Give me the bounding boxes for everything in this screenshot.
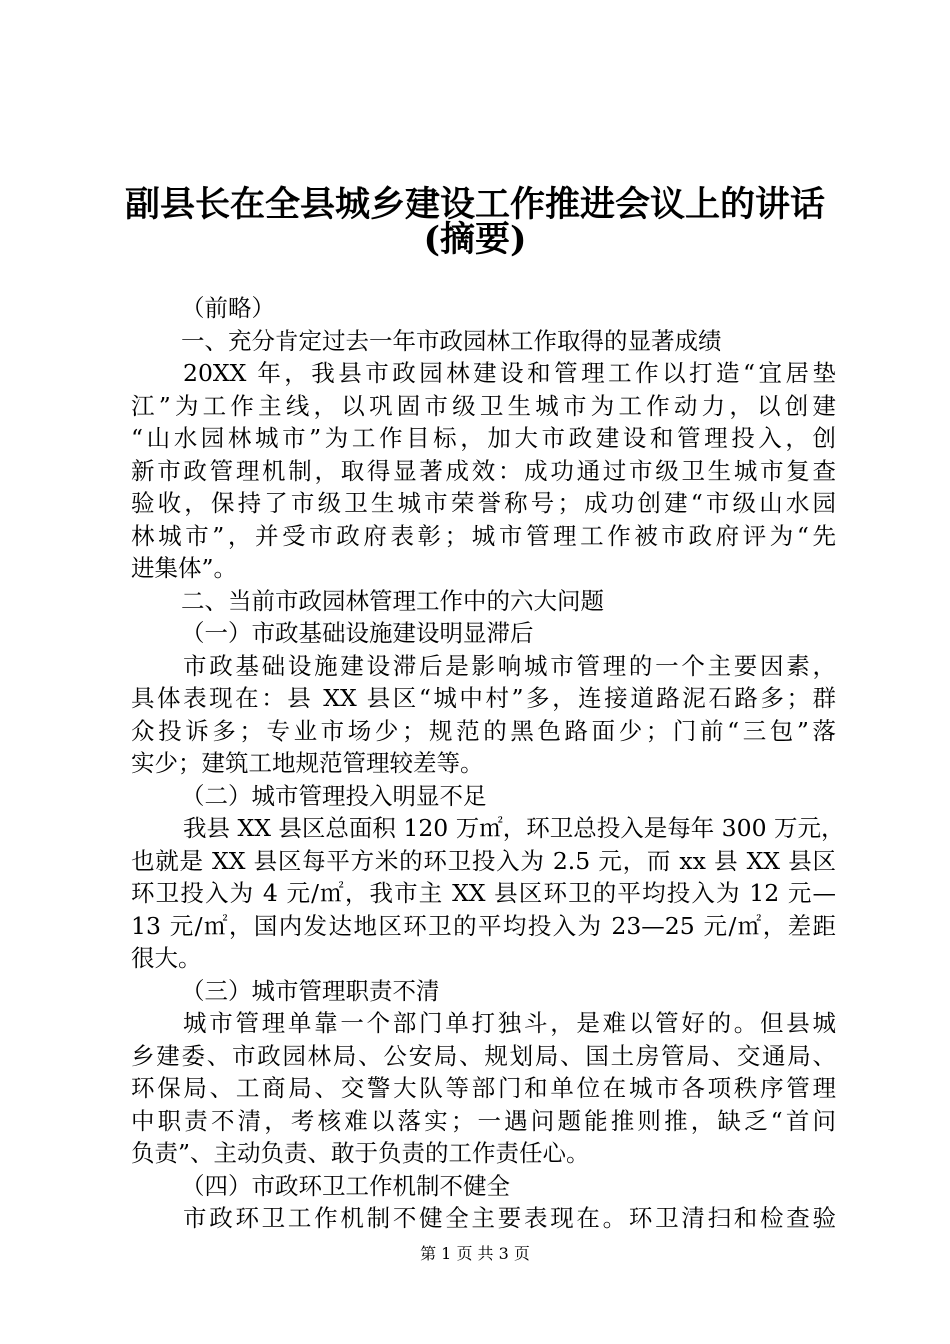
body-line: 验收，保持了市级卫生城市荣誉称号；成功创建“市级山水园 bbox=[131, 489, 836, 517]
body-line: 环保局、工商局、交警大队等部门和单位在城市各项秩序管理 bbox=[131, 1074, 836, 1102]
section-heading: 二、当前市政园林管理工作中的六大问题 bbox=[181, 586, 604, 615]
document-title: 副县长在全县城乡建设工作推进会议上的讲话 bbox=[124, 184, 825, 225]
body-line: 市政环卫工作机制不健全主要表现在。环卫清扫和检查验 bbox=[183, 1204, 836, 1232]
body-line: 中职责不清，考核难以落实；一遇问题能推则推，缺乏“首问 bbox=[131, 1106, 836, 1135]
body-line: 林城市”，并受市政府表彰；城市管理工作被市政府评为“先 bbox=[131, 521, 836, 550]
body-line: 我县 XX 县区总面积 120 万㎡，环卫总投入是每年 300 万元， bbox=[183, 814, 845, 842]
body-line: 很大。 bbox=[131, 944, 202, 972]
body-line: 城市管理单靠一个部门单打独斗，是难以管好的。但县城 bbox=[183, 1009, 836, 1037]
body-line: 具体表现在：县 XX 县区“城中村”多，连接道路泥石路多；群 bbox=[131, 684, 836, 712]
body-line: 新市政管理机制，取得显著成效：成功通过市级卫生城市复查 bbox=[131, 456, 836, 485]
body-line: 众投诉多；专业市场少；规范的黑色路面少；门前“三包”落 bbox=[131, 716, 836, 745]
body-line: 20XX 年，我县市政园林建设和管理工作以打造“宜居垫 bbox=[183, 359, 836, 387]
body-line: 环卫投入为 4 元/㎡，我市主 XX 县区环卫的平均投入为 12 元— bbox=[131, 879, 836, 907]
body-line: “山水园林城市”为工作目标，加大市政建设和管理投入，创 bbox=[131, 424, 836, 452]
subsection-heading: （一）市政基础设施建设明显滞后 bbox=[181, 619, 534, 647]
subsection-heading: （二）城市管理投入明显不足 bbox=[181, 781, 487, 810]
document-subtitle: (摘要) bbox=[423, 219, 527, 260]
subsection-heading: （三）城市管理职责不清 bbox=[181, 976, 440, 1005]
body-line: 乡建委、市政园林局、公安局、规划局、国土房管局、交通局、 bbox=[131, 1041, 836, 1070]
body-line: 市政基础设施建设滞后是影响城市管理的一个主要因素， bbox=[183, 651, 836, 680]
document-body bbox=[131, 292, 845, 1235]
page-number: 第 1 页 共 3 页 bbox=[420, 1244, 530, 1263]
body-line: 进集体”。 bbox=[131, 554, 238, 582]
body-line: 负责”、主动负责、敢于负责的工作责任心。 bbox=[131, 1139, 590, 1167]
body-line: 江”为工作主线，以巩固市级卫生城市为工作动力，以创建 bbox=[131, 391, 836, 420]
body-line: （前略） bbox=[181, 294, 275, 322]
body-line: 13 元/㎡，国内发达地区环卫的平均投入为 23—25 元/㎡，差距 bbox=[131, 911, 836, 940]
subsection-heading: （四）市政环卫工作机制不健全 bbox=[181, 1171, 510, 1200]
section-heading: 一、充分肯定过去一年市政园林工作取得的显著成绩 bbox=[181, 326, 722, 355]
body-line: 也就是 XX 县区每平方米的环卫投入为 2.5 元，而 xx 县 XX 县区 bbox=[131, 846, 836, 875]
body-line: 实少；建筑工地规范管理较差等。 bbox=[131, 749, 484, 777]
